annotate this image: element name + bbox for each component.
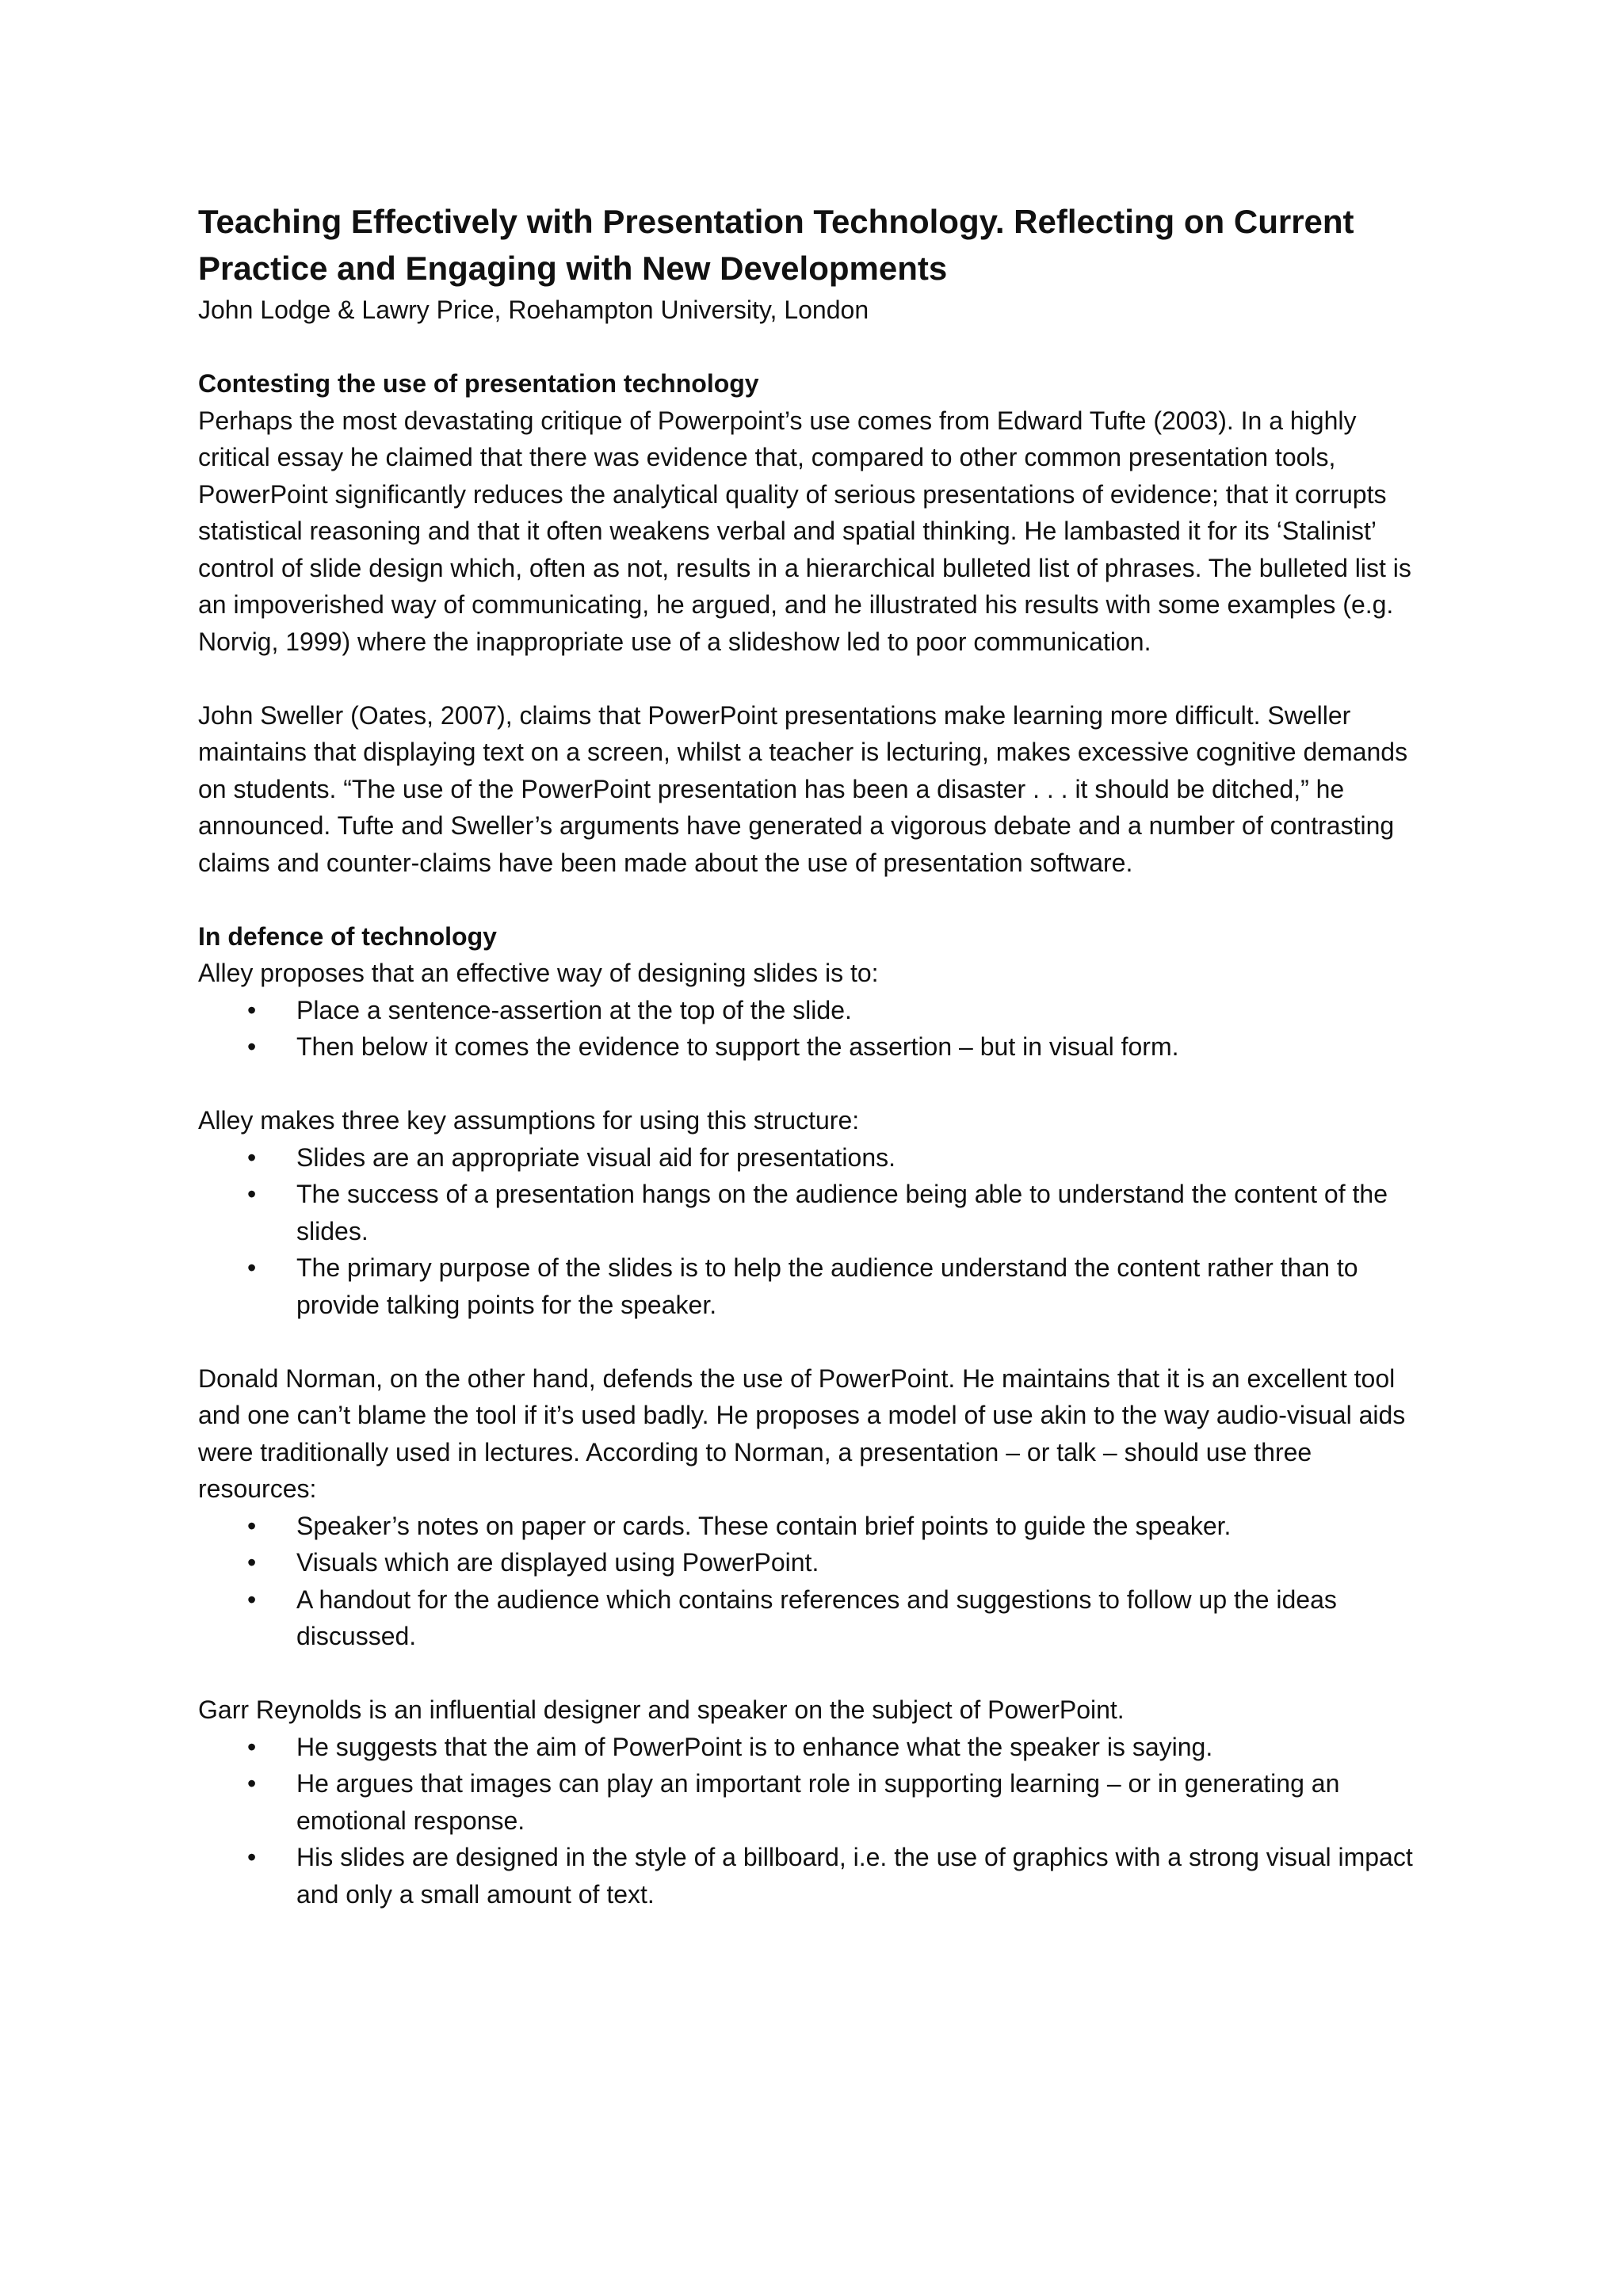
bullet-icon: • [247,1732,257,1761]
list-item: • Then below it comes the evidence to support the assertion – but in visual form. [198,1028,1434,1066]
bullet-icon: • [247,1142,257,1172]
bullet-icon: • [247,1180,257,1208]
document-title: Teaching Effectively with Presentation Technology. Reflecting on Current Practice and Engaging with New Developments [198,203,1354,287]
bullet-icon: • [247,1548,257,1577]
section-heading-defence: In defence of technology [198,921,497,951]
bullet-icon: • [247,1253,257,1282]
bullet-icon: • [247,995,257,1024]
list-item: • Speaker’s notes on paper or cards. These contain brief points to guide the speaker. [198,1508,1434,1545]
bullet-icon: • [247,1032,257,1061]
list-item: • Visuals which are displayed using PowerPoint. [198,1544,1434,1581]
paragraph-alley-intro: Alley proposes that an effective way of designing slides is to: [198,959,879,987]
list-item: • The success of a presentation hangs on the audience being able to understand the content of the slides. [198,1176,1434,1249]
list-item: • He suggests that the aim of PowerPoint is to enhance what the speaker is saying. [198,1729,1434,1766]
list-item: • A handout for the audience which contains references and suggestions to follow up the ideas discussed. [198,1581,1434,1655]
alley-assumptions-list [198,1139,1434,1324]
reynolds-list [198,1729,1434,1913]
paragraph-alley-assumptions: Alley makes three key assumptions for using this structure: [198,1106,860,1135]
list-item: • Place a sentence-assertion at the top of the slide. [198,992,1434,1029]
document-page [198,198,1434,1913]
list-item: • His slides are designed in the style of a billboard, i.e. the use of graphics with a strong visual impact and only a small amount of text. [198,1839,1434,1913]
list-item: • He argues that images can play an important role in supporting learning – or in generating an emotional response. [198,1765,1434,1839]
alley-list [198,992,1434,1066]
norman-list [198,1508,1434,1655]
paragraph-norman: Donald Norman, on the other hand, defends the use of PowerPoint. He maintains that it is an excellent tool and one can’t blame the tool if it’s used badly. He proposes a model of use akin to the way audio-visual aids were traditionally used in lectures. According to Norman, a presentation – or talk – should use three resources: [198,1363,1406,1503]
list-item: • The primary purpose of the slides is to help the audience understand the content rather than to provide talking points for the speaker. [198,1249,1434,1323]
section-heading-contesting: Contesting the use of presentation technology [198,369,759,398]
bullet-icon: • [247,1769,257,1798]
list-item: • Slides are an appropriate visual aid for presentations. [198,1139,1434,1177]
paragraph-sweller: John Sweller (Oates, 2007), claims that PowerPoint presentations make learning more difficult. Sweller maintains that displaying text on a screen, whilst a teacher is lecturing, makes excessive cognitive demands on students. “The use of the PowerPoint presentation has been a disaster . . . it should be ditched,” he announced. Tufte and Sweller’s arguments have generated a vigorous debate and a number of contrasting claims and counter-claims have been made about the use of presentation software. [198,700,1408,877]
bullet-icon: • [247,1585,257,1614]
bullet-icon: • [247,1511,257,1540]
document-authors: John Lodge & Lawry Price, Roehampton University, London [198,296,869,324]
paragraph-tufte: Perhaps the most devastating critique of Powerpoint’s use comes from Edward Tufte (2003). In a highly critical essay he claimed that there was evidence that, compared to other common presentation tools, PowerPoint significantly reduces the analytical quality of serious presentations of evidence; that it corrupts statistical reasoning and that it often weakens verbal and spatial thinking. He lambasted it for its ‘Stalinist’ control of slide design which, often as not, results in a hierarchical bulleted list of phrases. The bulleted list is an impoverished way of communicating, he argued, and he illustrated his results with some examples (e.g. Norvig, 1999) where the inappropriate use of a slideshow led to poor communication. [198,406,1411,656]
paragraph-reynolds: Garr Reynolds is an influential designer and speaker on the subject of PowerPoint. [198,1695,1125,1724]
bullet-icon: • [247,1843,257,1871]
